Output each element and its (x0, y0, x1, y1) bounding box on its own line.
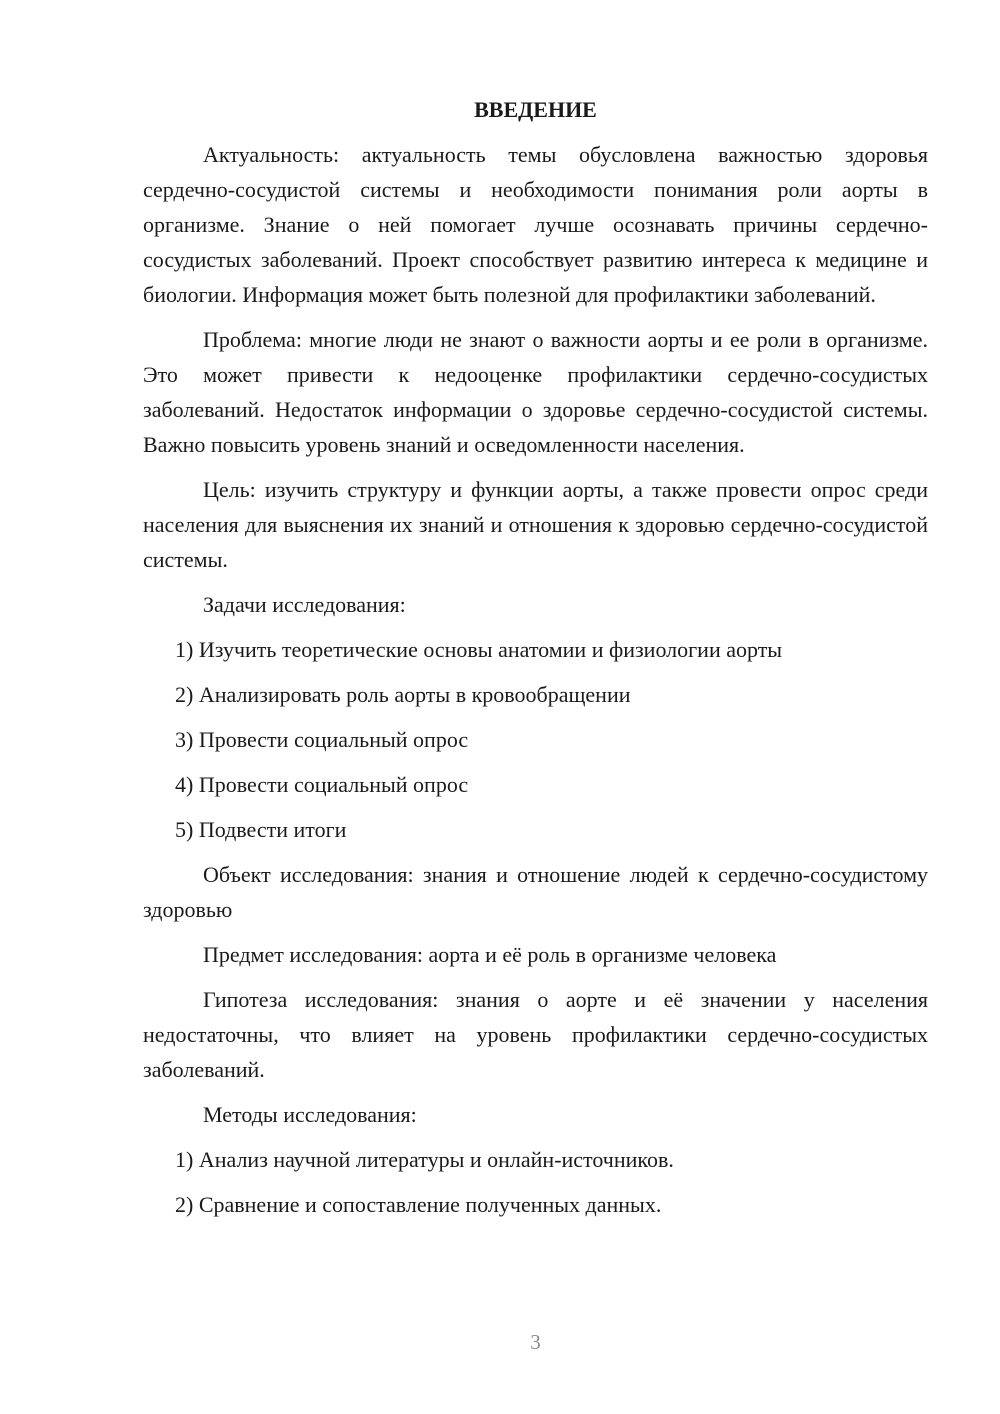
section-title: ВВЕДЕНИЕ (474, 97, 597, 122)
subject-paragraph: Предмет исследования: аорта и её роль в организме человека (203, 942, 777, 967)
hypothesis-paragraph: Гипотеза исследования: знания о аорте и её значении у населения недостаточны, что влияет на уровень профилактики сердечно-сосудистых заболеваний. (143, 987, 928, 1082)
goal-paragraph: Цель: изучить структуру и функции аорты, а также провести опрос среди населения для выяснения их знаний и отношения к здоровью сердечно-сосудистой системы. (143, 477, 928, 572)
method-item: 2) Сравнение и сопоставление полученных данных. (175, 1192, 662, 1217)
object-paragraph: Объект исследования: знания и отношение людей к сердечно-сосудистому здоровью (143, 862, 928, 922)
task-item: 1) Изучить теоретические основы анатомии и физиологии аорты (175, 637, 783, 662)
task-item: 3) Провести социальный опрос (175, 727, 469, 752)
method-item: 1) Анализ научной литературы и онлайн-источников. (175, 1147, 674, 1172)
tasks-heading: Задачи исследования: (203, 592, 406, 617)
task-item: 2) Анализировать роль аорты в кровообращении (175, 682, 631, 707)
methods-heading: Методы исследования: (203, 1102, 417, 1127)
task-item: 5) Подвести итоги (175, 817, 347, 842)
problem-paragraph: Проблема: многие люди не знают о важности аорты и ее роли в организме. Это может привести к недооценке профилактики сердечно-сосудистых заболеваний. Недостаток информации о здоровье сердечно-сосудистой системы. Важно повысить уровень знаний и осведомленности населения. (143, 327, 928, 457)
document-page (143, 92, 928, 1232)
page-number: 3 (530, 1330, 541, 1354)
relevance-paragraph: Актуальность: актуальность темы обусловлена важностью здоровья сердечно-сосудистой системы и необходимости понимания роли аорты в организме. Знание о ней помогает лучше осознавать причины сердечно-сосудистых заболеваний. Проект способствует развитию интереса к медицине и биологии. Информация может быть полезной для профилактики заболеваний. (143, 142, 928, 307)
task-item: 4) Провести социальный опрос (175, 772, 469, 797)
